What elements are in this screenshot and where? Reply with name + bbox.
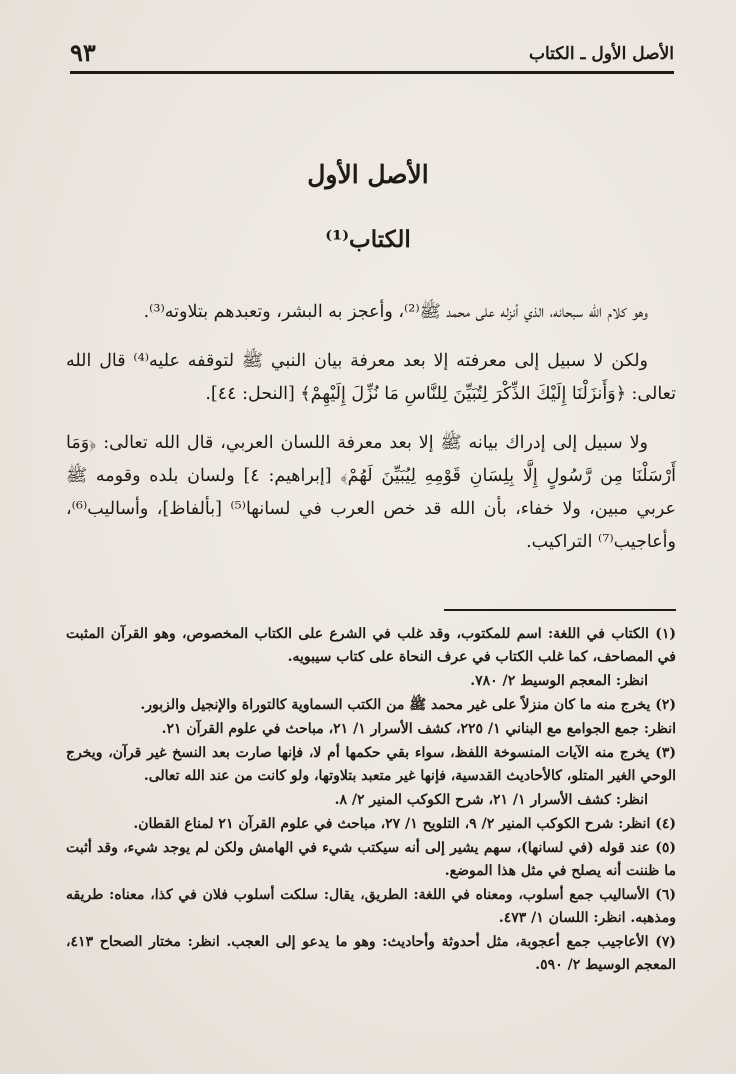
footnote-3-ref: انظر: كشف الأسرار ١/ ٢١، شرح الكوكب المنير ٢/ ٨. <box>334 792 648 808</box>
paragraph-2: ولكن لا سبيل إلى معرفته إلا بعد معرفة بيان النبي ﷺ لتوقفه عليه⁽⁴⁾ قال الله تعالى: ﴿وَأَنزَلْنَا إِلَيْكَ الذِّكْرَ لِتُبَيِّنَ لِلنَّاسِ مَا نُزِّلَ إِلَيْهِمْ﴾ [النحل: ٤٤]. <box>66 351 676 404</box>
footnote-5: (٥) عند قوله (في لسانها)، سهم يشير إلى أنه سيكتب شيء في الهامش ولكن لم يوجد شيء، وقد أثبت ما ظننت أنه يصلح في مثل هذا الموضع. <box>66 840 676 879</box>
paragraph-3: ولا سبيل إلى إدراك بيانه ﷺ إلا بعد معرفة اللسان العربي، قال الله تعالى: ﴿وَمَا أَرْسَلْنَا مِن رَّسُولٍ إِلَّا بِلِسَانِ قَوْمِهِ لِيُبَيِّنَ لَهُمْ﴾ [إبراهيم: ٤] ولسان بلده وقومه ﷺ عربي مبين، ولا خفاء، بأن الله قد خص العرب في لسانها⁽⁵⁾ [بألفاظ]، وأساليب⁽⁶⁾، وأعاجيب⁽⁷⁾ التراكيب. <box>66 433 676 552</box>
chapter-title: الأصل الأول <box>307 160 429 189</box>
footnote-6: (٦) الأساليب جمع أسلوب، ومعناه في اللغة: الطريق، يقال: سلكت أسلوب فلان في كذا، معناه: طريقه ومذهبه. انظر: اللسان ١/ ٤٧٣. <box>66 887 676 926</box>
footnotes <box>66 623 676 978</box>
footnote-2: (٢) يخرج منه ما كان منزلاً على غير محمد ﷺ من الكتب السماوية كالتوراة والإنجيل والزبور. <box>140 697 676 713</box>
footnote-1-ref: انظر: المعجم الوسيط ٢/ ٧٨٠. <box>470 673 648 689</box>
paragraph-1: وهو كلام الله سبحانه، الذي أنزله على محمد ﷺ⁽²⁾، وأعجز به البشر، وتعبدهم بتلاوته⁽³⁾. <box>143 302 648 322</box>
running-header <box>70 38 674 72</box>
footnote-1: (١) الكتاب في اللغة: اسم للمكتوب، وقد غلب في الشرع على الكتاب المخصوص، وهو القرآن المثبت في المصاحف، كما غلب الكتاب في عرف النحاة على كتاب سيبويه. <box>66 626 676 665</box>
footnote-4: (٤) انظر: شرح الكوكب المنير ٢/ ٩، التلويح ١/ ٢٧، مباحث في علوم القرآن ٢١ لمناع القطان. <box>133 816 676 832</box>
footnote-2-ref: انظر: جمع الجوامع مع البناني ١/ ٢٢٥، كشف الأسرار ١/ ٢١، مباحث في علوم القرآن ٢١. <box>161 721 676 737</box>
footnote-3: (٣) يخرج منه الآيات المنسوخة اللفظ، سواء بقي حكمها أم لا، فإنها صارت بعد النسخ غير قرآن، ويخرج الوحي الغير المتلو، كالأحاديث القدسية، فإنها غير متعبد بتلاوتها، ولو كانت من عند الله تعالى. <box>66 745 676 784</box>
header-rule <box>70 71 674 74</box>
section-title: الكتاب⁽¹⁾ <box>325 226 411 253</box>
running-title: الأصل الأول ـ الكتاب <box>528 44 674 64</box>
footnote-separator <box>444 609 676 611</box>
page-number: ٩٣ <box>70 38 96 67</box>
main-text <box>66 296 676 575</box>
footnote-7: (٧) الأعاجيب جمع أعجوبة، مثل أحدوثة وأحاديث: وهو ما يدعو إلى العجب. انظر: مختار الصحاح ٤١٣، المعجم الوسيط ٢/ ٥٩٠. <box>66 934 676 973</box>
